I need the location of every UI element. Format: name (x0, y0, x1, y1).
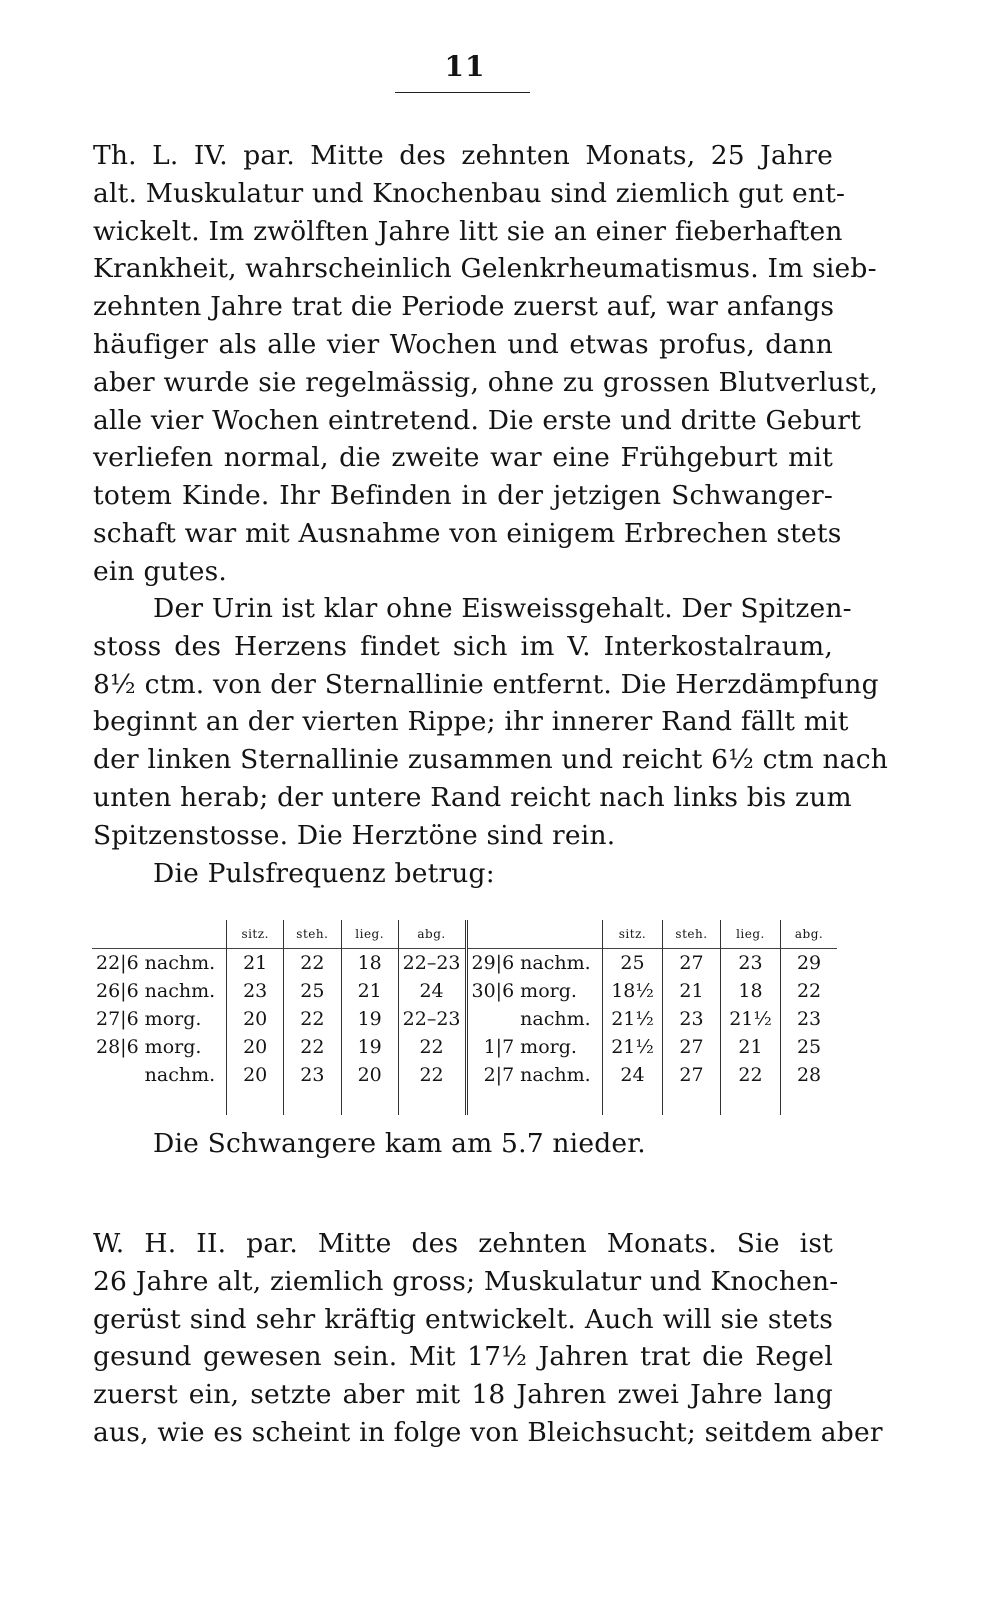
header-right-abg: abg. (781, 920, 837, 949)
pulse-value-left: 22–23 (398, 1005, 466, 1033)
text-line: Krankheit, wahrscheinlich Gelenkrheumatismus. Im sieb- (93, 253, 877, 285)
header-left-steh: steh. (283, 920, 341, 949)
text-line: gesund gewesen sein. Mit 17½ Jahren trat die Regel (93, 1341, 833, 1373)
pulse-table-spacer-cell (602, 1089, 662, 1115)
pulse-value-right: 21 (663, 977, 721, 1005)
pulse-table-row (92, 977, 837, 1005)
text-line: Th. L. IV. par. Mitte des zehnten Monats, 25 Jahre (93, 140, 833, 171)
pulse-time-right: nachm. (520, 1064, 591, 1086)
page-number-rule (395, 92, 530, 93)
pulse-value-left: 19 (341, 1033, 398, 1061)
text-line: aber wurde sie regelmässig, ohne zu grossen Blutverlust, (93, 366, 879, 398)
pulse-value-right: 27 (663, 1033, 721, 1061)
pulse-frequency-table (92, 920, 837, 1115)
header-left-sitz: sitz. (227, 920, 284, 949)
header-right-steh: steh. (663, 920, 721, 949)
pulse-date-right: 2|7 (466, 1061, 516, 1089)
pulse-intro-text: Die Pulsfrequenz betrug: (153, 858, 495, 889)
text-line: alle vier Wochen eintretend. Die erste und dritte Geburt (93, 404, 861, 436)
pulse-value-right: 23 (781, 1005, 837, 1033)
pulse-value-right: 21½ (602, 1033, 662, 1061)
pulse-date-right (466, 1005, 516, 1033)
pulse-value-left: 23 (227, 977, 284, 1005)
pulse-table-spacer-cell (92, 1089, 141, 1115)
pulse-value-left: 20 (227, 1061, 284, 1089)
pulse-time-left: morg. (144, 1036, 202, 1058)
pulse-table-spacer-cell (227, 1089, 284, 1115)
pulse-value-right: 22 (720, 1061, 780, 1089)
pulse-date-right: 1|7 (466, 1033, 516, 1061)
pulse-value-left: 18 (341, 949, 398, 978)
pulse-table-spacer-cell (720, 1089, 780, 1115)
pulse-value-left: 25 (283, 977, 341, 1005)
pulse-time-left: nachm. (141, 949, 227, 978)
pulse-date-left: 28|6 (96, 1036, 139, 1058)
pulse-value-right: 21½ (602, 1005, 662, 1033)
text-line: unten herab; der untere Rand reicht nach links bis zum (93, 781, 852, 813)
text-line: häufiger als alle vier Wochen und etwas profus, dann (93, 328, 833, 360)
text-line: gerüst sind sehr kräftig entwickelt. Auch will sie stets (93, 1303, 833, 1335)
pulse-time-right: nachm. (516, 949, 602, 978)
pulse-value-left: 21 (227, 949, 284, 978)
delivery-note-text: Die Schwangere kam am 5.7 nieder. (153, 1128, 646, 1159)
pulse-table-spacer-cell (341, 1089, 398, 1115)
text-line: beginnt an der vierten Rippe; ihr innerer Rand fällt mit (93, 706, 849, 738)
text-line: stoss des Herzens findet sich im V. Interkostalraum, (93, 630, 833, 662)
pulse-time-left: nachm. (144, 1064, 216, 1086)
pulse-value-right: 18½ (602, 977, 662, 1005)
pulse-value-right: 21½ (720, 1005, 780, 1033)
pulse-value-right: 18 (720, 977, 780, 1005)
text-line: ein gutes. (93, 555, 228, 587)
text-line: wickelt. Im zwölften Jahre litt sie an einer fieberhaften (93, 215, 843, 247)
text-line: Spitzenstosse. Die Herztöne sind rein. (93, 819, 616, 851)
pulse-date-right: 30|6 (466, 977, 516, 1005)
pulse-time-right: morg. (520, 1036, 577, 1058)
pulse-value-left: 22 (398, 1033, 466, 1061)
case-paragraph-th-l (93, 137, 879, 591)
pulse-value-right: 23 (663, 1005, 721, 1033)
page-number: 11 (444, 50, 486, 83)
pulse-value-left: 20 (341, 1061, 398, 1089)
pulse-time-left: morg. (144, 1008, 202, 1030)
pulse-value-right: 25 (781, 1033, 837, 1061)
urine-heart-paragraph (93, 590, 889, 855)
pulse-table-spacer-cell (781, 1089, 837, 1115)
pulse-value-left: 22 (283, 1005, 341, 1033)
pulse-value-right: 25 (602, 949, 662, 978)
pulse-value-left: 22–23 (398, 949, 466, 978)
text-line: aus, wie es scheint in folge von Bleichsucht; seitdem aber (93, 1416, 883, 1448)
pulse-time-right: nachm. (520, 1008, 591, 1030)
text-line: verliefen normal, die zweite war eine Frühgeburt mit (93, 442, 833, 474)
pulse-table-spacer-cell (466, 1089, 516, 1115)
text-line: W. H. II. par. Mitte des zehnten Monats. Sie ist (93, 1228, 833, 1259)
pulse-table-spacer-cell (663, 1089, 721, 1115)
pulse-value-right: 23 (720, 949, 780, 978)
delivery-note-paragraph (93, 1125, 833, 1163)
text-line: schaft war mit Ausnahme von einigem Erbrechen stets (93, 517, 842, 549)
pulse-value-left: 23 (283, 1061, 341, 1089)
pulse-table-row (92, 1033, 837, 1061)
pulse-table-header-row (92, 920, 837, 949)
pulse-table-spacer-cell (516, 1089, 602, 1115)
header-left-lieg: lieg. (341, 920, 398, 949)
pulse-table-spacer-cell (283, 1089, 341, 1115)
pulse-table-body (92, 949, 837, 1116)
pulse-date-left: 27|6 (96, 1008, 139, 1030)
pulse-value-left: 24 (398, 977, 466, 1005)
text-line: zuerst ein, setzte aber mit 18 Jahren zwei Jahre lang (93, 1379, 833, 1411)
text-line: zehnten Jahre trat die Periode zuerst auf, war anfangs (93, 291, 835, 323)
pulse-value-left: 22 (283, 1033, 341, 1061)
pulse-date-left: 22|6 (92, 949, 141, 978)
pulse-value-right: 28 (781, 1061, 837, 1089)
pulse-value-left: 20 (227, 1033, 284, 1061)
case-paragraph-w-h (93, 1225, 883, 1452)
text-line: alt. Muskulatur und Knochenbau sind ziemlich gut ent- (93, 177, 846, 209)
text-line: der linken Sternallinie zusammen und reicht 6½ ctm nach (93, 744, 889, 776)
pulse-value-left: 20 (227, 1005, 284, 1033)
pulse-value-right: 22 (781, 977, 837, 1005)
pulse-date-left (92, 1061, 141, 1089)
pulse-value-left: 19 (341, 1005, 398, 1033)
pulse-time-right: morg. (520, 980, 577, 1002)
pulse-date-left: 26|6 (96, 980, 139, 1002)
header-left-abg: abg. (398, 920, 466, 949)
pulse-intro-paragraph (93, 855, 833, 893)
pulse-table-spacer-cell (398, 1089, 466, 1115)
pulse-time-left: nachm. (144, 980, 216, 1002)
header-right-lieg: lieg. (720, 920, 780, 949)
pulse-value-right: 24 (602, 1061, 662, 1089)
pulse-date-right: 29|6 (466, 949, 516, 978)
text-line: 26 Jahre alt, ziemlich gross; Muskulatur und Knochen- (93, 1265, 839, 1297)
pulse-table-row (92, 949, 837, 978)
pulse-value-left: 22 (283, 949, 341, 978)
pulse-value-left: 21 (341, 977, 398, 1005)
pulse-value-right: 27 (663, 949, 721, 978)
pulse-value-right: 27 (663, 1061, 721, 1089)
text-line: totem Kinde. Ihr Befinden in der jetzigen Schwanger- (93, 480, 833, 512)
text-line: 8½ ctm. von der Sternallinie entfernt. Die Herzdämpfung (93, 668, 879, 700)
pulse-value-left: 22 (398, 1061, 466, 1089)
pulse-value-right: 29 (781, 949, 837, 978)
pulse-table-spacer-row (92, 1089, 837, 1115)
pulse-table-row (92, 1061, 837, 1089)
header-right-sitz: sitz. (602, 920, 662, 949)
pulse-table-spacer-cell (141, 1089, 227, 1115)
pulse-table-row (92, 1005, 837, 1033)
text-line: Der Urin ist klar ohne Eisweissgehalt. Der Spitzen- (153, 593, 852, 624)
pulse-value-right: 21 (720, 1033, 780, 1061)
